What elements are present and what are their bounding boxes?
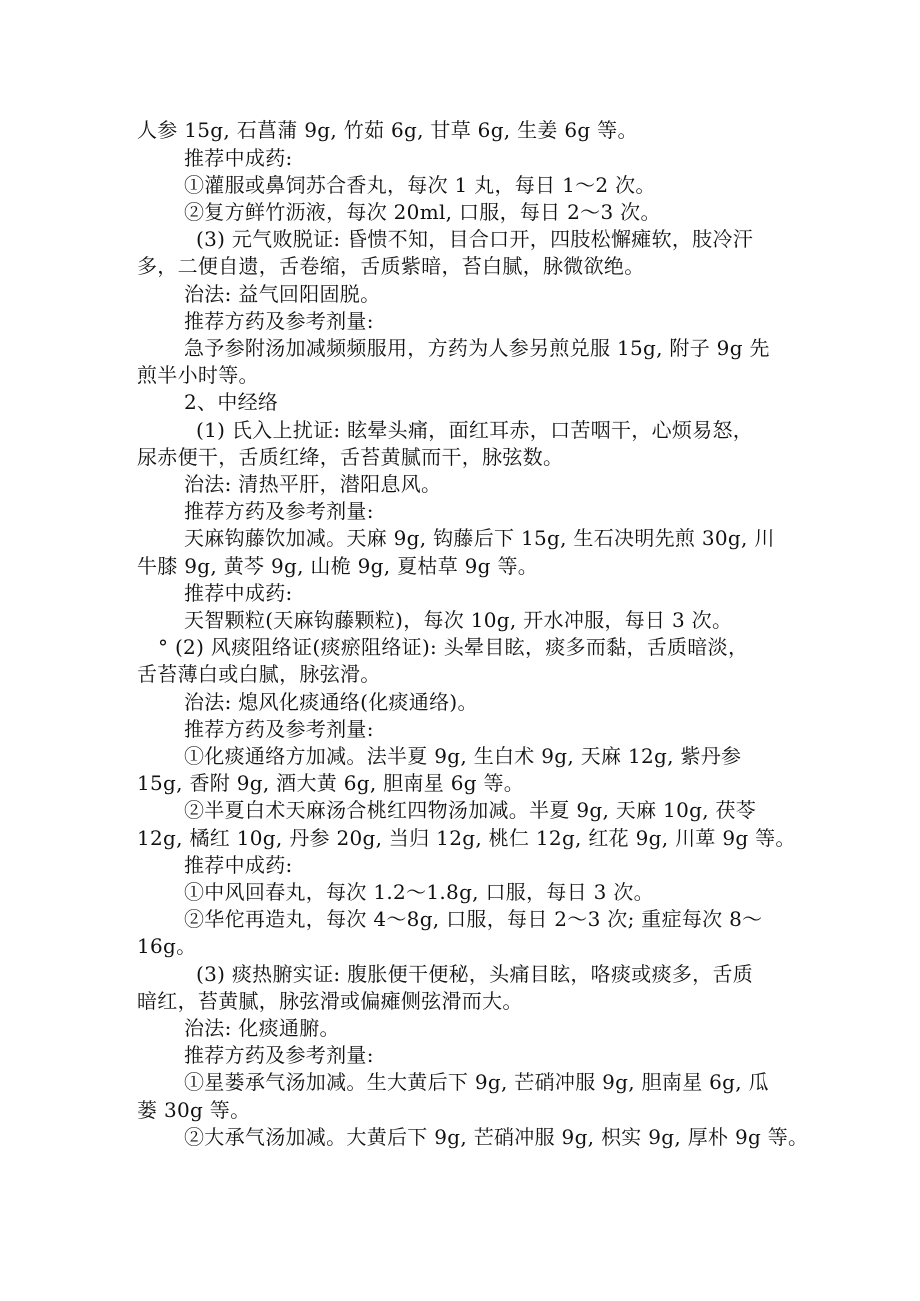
text-line: 推荐中成药: [184,146,293,170]
text-line: (3) 痰热腑实证: 腹胀便干便秘，头痛目眩，咯痰或痰多，舌质 [196,962,754,986]
text-line: ° (2) 风痰阻络证(痰瘀阻络证): 头晕目眩，痰多而黏，舌质暗淡， [158,635,749,659]
text-line: 舌苔薄白或白腻，脉弦滑。 [137,662,381,686]
text-line: 16g。 [137,934,197,958]
text-line: ②复方鲜竹沥液，每次 20ml, 口服，每日 2～3 次。 [184,200,661,224]
text-line: 15g, 香附 9g, 酒大黄 6g, 胆南星 6g 等。 [137,771,525,795]
text-line: 牛膝 9g, 黄芩 9g, 山桅 9g, 夏枯草 9g 等。 [137,554,539,578]
text-line: 尿赤便干，舌质红绛，舌苔黄腻而干，脉弦数。 [137,445,564,469]
text-line: 推荐方药及参考剂量: [184,499,374,523]
text-line: 治法: 熄风化痰通络(化痰通络)。 [184,690,478,714]
text-line: 暗红，苔黄腻，脉弦滑或偏瘫侧弦滑而大。 [137,989,523,1013]
text-line: ①星蒌承气汤加减。生大黄后下 9g, 芒硝冲服 9g, 胆南星 6g, 瓜 [184,1070,769,1094]
text-line: ①灌服或鼻饲苏合香丸，每次 1 丸，每日 1～2 次。 [184,173,656,197]
text-line: 煎半小时等。 [137,363,259,387]
text-line: 蒌 30g 等。 [137,1098,251,1122]
text-line: 推荐方药及参考剂量: [184,717,374,741]
text-line: 治法: 益气回阳固脱。 [184,282,381,306]
text-line: ②华佗再造丸，每次 4～8g, 口服，每日 2～3 次; 重症每次 8～ [184,907,763,931]
text-line: 推荐方药及参考剂量: [184,309,374,333]
text-line: ①中风回春丸，每次 1.2～1.8g, 口服，每日 3 次。 [184,880,654,904]
text-line: ②半夏白术天麻汤合桃红四物汤加减。半夏 9g, 天麻 10g, 茯苓 [184,798,757,822]
text-line: 治法: 清热平肝，潜阳息风。 [184,472,442,496]
text-line: 多，二便自遗，舌卷缩，舌质紫暗，苔白腻，脉微欲绝。 [137,254,645,278]
text-line: ②大承气汤加减。大黄后下 9g, 芒硝冲服 9g, 枳实 9g, 厚朴 9g 等。 [184,1125,809,1149]
text-line: 天麻钩藤饮加减。天麻 9g, 钩藤后下 15g, 生石决明先煎 30g, 川 [184,526,775,550]
text-line: 推荐方药及参考剂量: [184,1043,374,1067]
text-line: 急予参附汤加减频频服用，方药为人参另煎兑服 15g, 附子 9g 先 [184,336,770,360]
text-line: (1) 氏入上扰证: 眩晕头痛，面红耳赤，口苦咽干，心烦易怒， [196,418,754,442]
text-line: 治法: 化痰通腑。 [184,1016,340,1040]
text-line: 12g, 橘红 10g, 丹参 20g, 当归 12g, 桃仁 12g, 红花 9g, 川萆 9g 等。 [137,826,796,850]
text-line: 人参 15g, 石菖蒲 9g, 竹茹 6g, 甘草 6g, 生姜 6g 等。 [137,118,638,142]
text-line: 2、中经络 [184,390,279,414]
text-line: 推荐中成药: [184,853,293,877]
text-line: ①化痰通络方加减。法半夏 9g, 生白术 9g, 天麻 12g, 紫丹参 [184,744,742,768]
text-line: 天智颗粒(天麻钩藤颗粒)，每次 10g, 开水冲服，每日 3 次。 [184,608,733,632]
text-line: 推荐中成药: [184,581,293,605]
text-line: (3) 元气败脱证: 昏愦不知，目合口开，四肢松懈瘫软，肢冷汗 [196,227,754,251]
